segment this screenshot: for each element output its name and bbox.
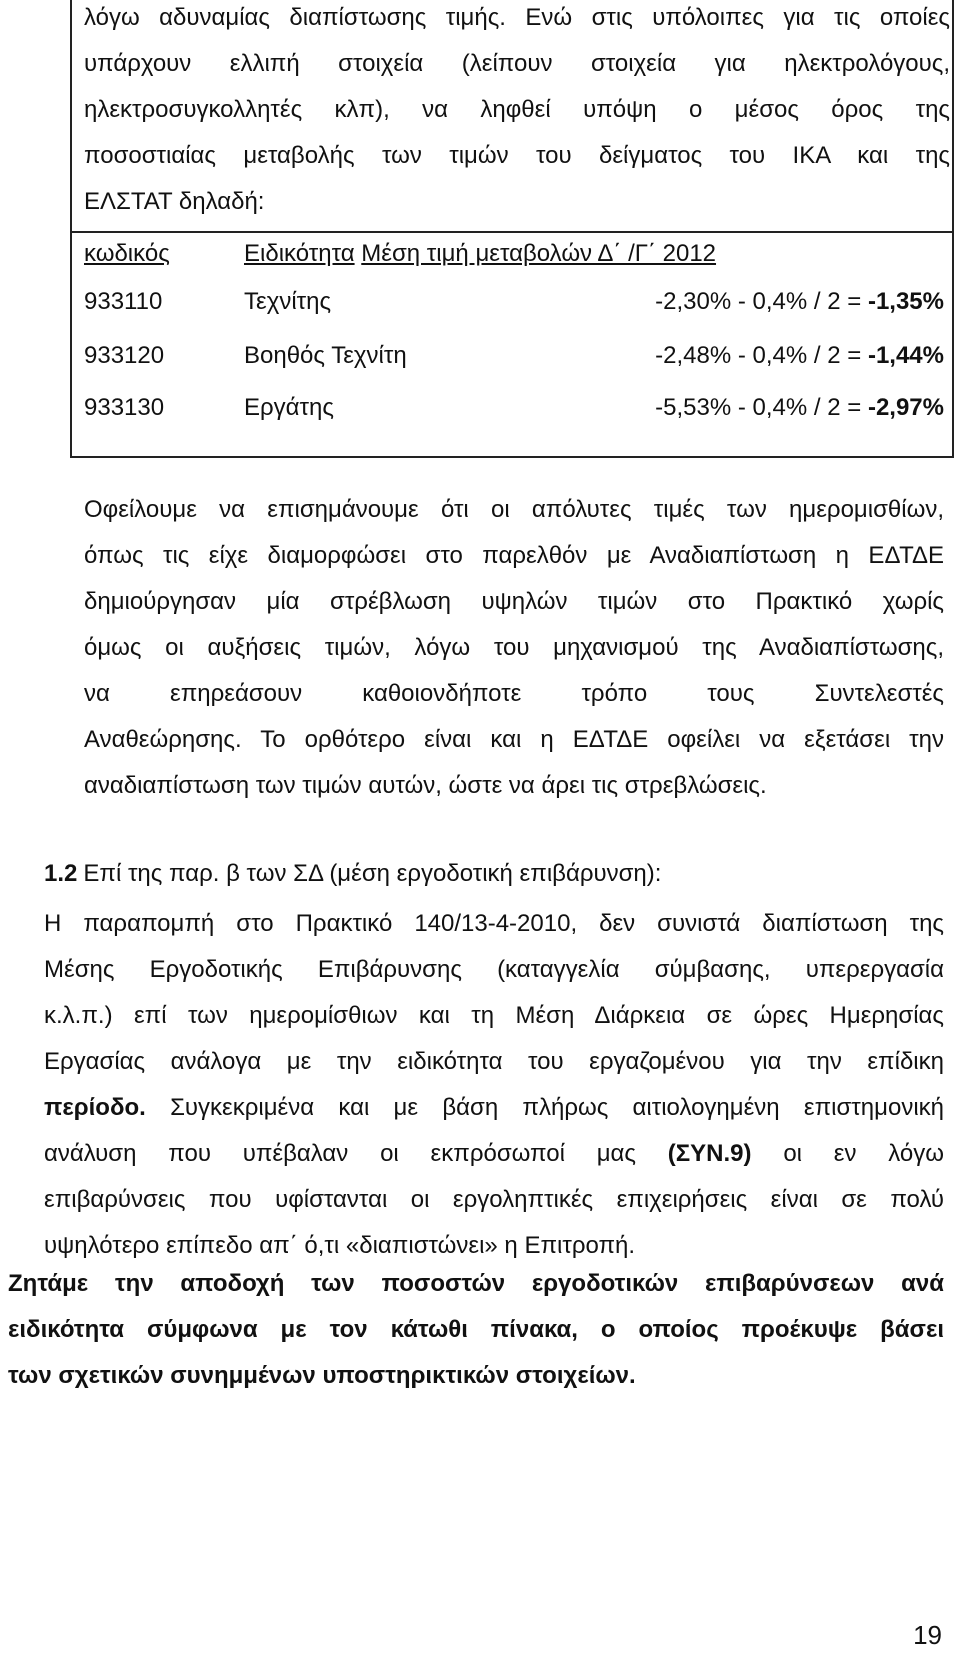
section-heading [44, 858, 944, 890]
line-start: ανάλυση που υπέβαλαν οι εκπρόσωποί μας [44, 1140, 668, 1167]
table-row [84, 286, 944, 318]
paragraph-line: όπως τις είχε διαμορφώσει στο παρελθόν με Αναδιαπίστωση η ΕΔΤΔΕ [84, 542, 944, 569]
paragraph-line: επιβαρύνσεις που υφίστανται οι εργοληπτικές επιχειρήσεις είναι σε πολύ [44, 1186, 944, 1213]
paragraph-line [44, 1138, 944, 1184]
top-paragraph-line: υπάρχουν ελλιπή στοιχεία (λείπουν στοιχεία για ηλεκτρολόγους, [84, 50, 950, 77]
row-code: 933130 [84, 394, 165, 421]
row-calc: -5,53% - 0,4% / 2 = [655, 394, 868, 421]
row-result: -2,97% [867, 394, 944, 421]
row-result: -1,44% [867, 342, 944, 369]
section-title: Επί της παρ. β των ΣΔ (μέση εργοδοτική επιβάρυνση): [83, 860, 662, 887]
header-group [244, 238, 716, 270]
request-line: Ζητάμε την αποδοχή των ποσοστών εργοδοτικών επιβαρύνσεων ανά [8, 1270, 944, 1297]
row-specialty: Βοηθός Τεχνίτη [244, 342, 407, 369]
table-row [84, 340, 944, 372]
row-code: 933110 [84, 288, 163, 315]
attachment-reference: (ΣΥΝ.9) [667, 1140, 752, 1167]
request-paragraph [8, 1268, 944, 1406]
row-result: -1,35% [867, 288, 944, 315]
paragraph-line: Η παραπομπή στο Πρακτικό 140/13-4-2010, δεν συνιστά διαπίστωση της [44, 910, 944, 937]
paragraph-line: δημιούργησαν μία στρέβλωση υψηλών τιμών στο Πρακτικό χωρίς [84, 588, 944, 615]
line-rest: Συγκεκριμένα και με βάση πλήρως αιτιολογημένη επιστημονική [145, 1094, 944, 1121]
paragraph-distortion [84, 494, 944, 816]
paragraph-line: κ.λ.π.) επί των ημερομίσθιων και τη Μέση Διάρκεια σε ώρες Ημερησίας [44, 1002, 944, 1029]
paragraph-line: Εργασίας ανάλογα με την ειδικότητα του εργαζομένου για την επίδικη [44, 1048, 944, 1075]
header-specialty: Ειδικότητα [244, 240, 355, 267]
paragraph-line: Μέσης Εργοδοτικής Επιβάρυνσης (καταγγελία σύμβασης, υπερεργασία [44, 956, 944, 983]
top-paragraph-line: ποσοστιαίας μεταβολής των τιμών του δείγματος του ΙΚΑ και της [84, 142, 950, 169]
request-line: ειδικότητα σύμφωνα με τον κάτωθι πίνακα, ο οποίος προέκυψε βάσει [8, 1316, 944, 1343]
paragraph-line [44, 1092, 944, 1138]
top-paragraph-line: ΕΛΣΤΑΤ δηλαδή: [84, 188, 265, 215]
top-paragraph-line: ηλεκτροσυγκολλητές κλπ), να ληφθεί υπόψη ο μέσος όρος της [84, 96, 950, 123]
row-calc-group [655, 392, 944, 424]
paragraph-line: Αναθεώρησης. Το ορθότερο είναι και η ΕΔΤΔΕ οφείλει να εξετάσει την [84, 726, 944, 753]
rates-table-header [84, 238, 944, 270]
row-calc: -2,48% - 0,4% / 2 = [655, 342, 868, 369]
paragraph-line: Οφείλουμε να επισημάνουμε ότι οι απόλυτες τιμές των ημερομισθίων, [84, 496, 944, 523]
section-number: 1.2 [44, 860, 78, 887]
paragraph-line: υψηλότερο επίπεδο απ΄ ό,τι «διαπιστώνει» η Επιτροπή. [44, 1232, 636, 1259]
row-calc-group [655, 286, 944, 318]
request-line: των σχετικών συνημμένων υποστηρικτικών στοιχείων. [8, 1362, 636, 1389]
table-row [84, 392, 944, 424]
header-change: Μέση τιμή μεταβολών Δ΄ /Γ΄ 2012 [361, 240, 717, 267]
page-number: 19 [913, 1620, 942, 1650]
row-calc: -2,30% - 0,4% / 2 = [655, 288, 868, 315]
top-paragraph-line: λόγω αδυναμίας διαπίστωσης τιμής. Ενώ στις υπόλοιπες για τις οποίες [84, 4, 950, 31]
paragraph-line: όμως οι αυξήσεις τιμών, λόγω του μηχανισμού της Αναδιαπίστωσης, [84, 634, 944, 661]
paragraph-line: να επηρεάσουν καθοιονδήποτε τρόπο τους Συντελεστές [84, 680, 944, 707]
row-calc-group [655, 340, 944, 372]
line-end: οι εν λόγω [751, 1140, 944, 1167]
word-period: περίοδο. [44, 1094, 146, 1121]
header-code: κωδικός [84, 240, 170, 267]
row-specialty: Τεχνίτης [244, 288, 332, 315]
paragraph-line: αναδιαπίστωση των τιμών αυτών, ώστε να άρει τις στρεβλώσεις. [84, 772, 767, 799]
row-code: 933120 [84, 342, 165, 369]
paragraph-employer-burden [44, 908, 944, 1276]
row-specialty: Εργάτης [244, 394, 334, 421]
